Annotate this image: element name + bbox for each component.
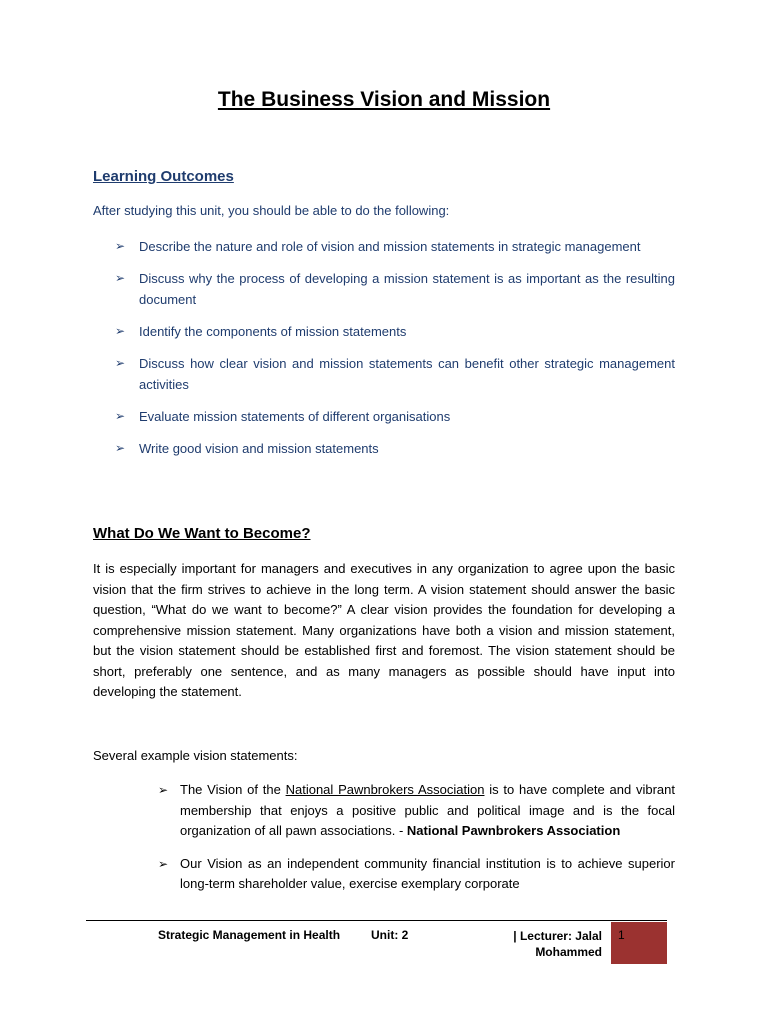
footer-divider <box>86 920 667 921</box>
outcome-text: Evaluate mission statements of different organisations <box>139 409 451 424</box>
outcome-text: Discuss why the process of developing a mission statement is as important as the resulting document <box>139 271 675 307</box>
outcome-text: Discuss how clear vision and mission statements can benefit other strategic management activities <box>139 356 675 392</box>
list-item <box>158 854 675 895</box>
learning-outcomes-heading: Learning Outcomes <box>93 168 234 185</box>
learning-outcomes-list <box>115 236 675 470</box>
example-text: Our Vision as an independent community financial institution is to achieve superior long-term shareholder value, exercise exemplary corporate <box>180 855 675 891</box>
learning-outcomes-intro: After studying this unit, you should be able to do the following: <box>93 203 450 218</box>
arrow-bullet-icon: ➢ <box>115 324 126 338</box>
arrow-bullet-icon: ➢ <box>158 783 169 797</box>
arrow-bullet-icon: ➢ <box>115 441 126 455</box>
org-link[interactable]: National Pawnbrokers Association <box>285 782 485 797</box>
list-item <box>115 353 675 395</box>
list-item <box>115 321 675 342</box>
section-paragraph: It is especially important for managers and executives in any organization to agree upon the basic vision that the firm strives to achieve in the long term. A vision statement should answer the basic question, “What do we want to become?” A clear vision provides the foundation for developing a comprehensive mission statement. Many organizations have both a vision and mission statement, but the vision statement should be established first and foremost. The vision statement should be short, preferably one sentence, and as many managers as possible should have input into developing the statement. <box>93 561 675 699</box>
outcome-text: Write good vision and mission statements <box>139 441 379 456</box>
example-lead: The Vision of the <box>180 782 286 797</box>
example-body: is to have complete and vibrant membership that enjoys a positive public and political image and is the focal organization of all pawn associations. - <box>180 782 675 838</box>
arrow-bullet-icon: ➢ <box>115 409 126 423</box>
footer-lecturer: | Lecturer: Jalal Mohammed <box>513 929 602 959</box>
arrow-bullet-icon: ➢ <box>115 356 126 370</box>
list-item <box>158 780 675 842</box>
section-heading: What Do We Want to Become? <box>93 525 311 542</box>
list-item <box>115 438 675 459</box>
arrow-bullet-icon: ➢ <box>115 271 126 285</box>
examples-intro: Several example vision statements: <box>93 748 298 763</box>
page-title: The Business Vision and Mission <box>217 88 551 111</box>
list-item <box>115 268 675 310</box>
list-item <box>115 236 675 257</box>
list-item <box>115 406 675 427</box>
examples-list <box>158 780 675 907</box>
outcome-text: Identify the components of mission statements <box>139 324 407 339</box>
arrow-bullet-icon: ➢ <box>158 856 169 871</box>
arrow-bullet-icon: ➢ <box>115 239 126 253</box>
page-number-box <box>611 922 667 964</box>
footer-unit: Unit: 2 <box>371 928 409 942</box>
footer-course: Strategic Management in Health <box>158 928 341 942</box>
outcome-text: Describe the nature and role of vision and mission statements in strategic management <box>139 239 641 254</box>
example-attribution: National Pawnbrokers Association <box>406 823 621 838</box>
page-number: 1 <box>618 928 625 942</box>
